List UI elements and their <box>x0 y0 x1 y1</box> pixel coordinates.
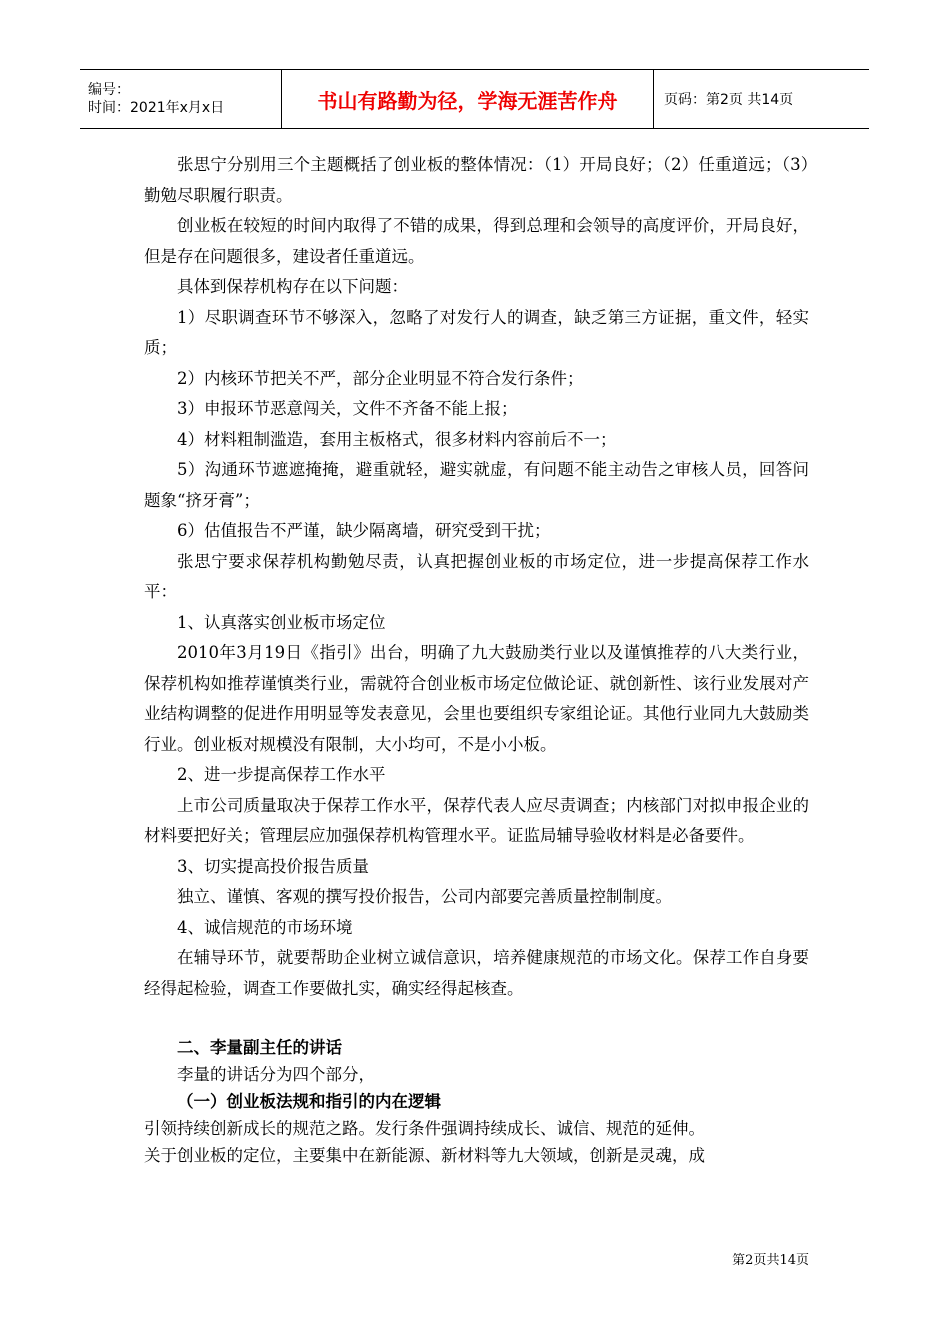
paragraph: 2010年3月19日《指引》出台，明确了九大鼓励类行业以及谨慎推荐的八大类行业，保荐机构如推荐谨慎类行业，需就符合创业板市场定位做论证、就创新性、该行业发展对产业结构调整的促进作用明显等发表意见，会里也要组织专家组论证。其他行业同九大鼓励类行业。创业板对规模没有限制，大小均可，不是小小板。 <box>144 643 809 754</box>
number-label: 编号： <box>88 82 130 98</box>
list-item: 6）估值报告不严谨，缺少隔离墙，研究受到干扰； <box>177 521 551 540</box>
document-body <box>144 150 809 1169</box>
section-subheading: （一）创业板法规和指引的内在逻辑 <box>177 1092 441 1111</box>
page-header <box>80 69 869 129</box>
paragraph: 创业板在较短的时间内取得了不错的成果，得到总理和会领导的高度评价，开局良好，但是存在问题很多，建设者任重道远。 <box>144 216 809 266</box>
paragraph: 引领持续创新成长的规范之路。发行条件强调持续成长、诚信、规范的延伸。 <box>144 1119 705 1138</box>
paragraph: 上市公司质量取决于保荐工作水平，保荐代表人应尽责调查；内核部门对拟申报企业的材料要把好关；管理层应加强保荐机构管理水平。证监局辅导验收材料是必备要件。 <box>144 795 809 845</box>
section-heading: 二、李量副主任的讲话 <box>177 1038 342 1057</box>
paragraph: 在辅导环节，就要帮助企业树立诚信意识，培养健康规范的市场文化。保荐工作自身要经得起检验，调查工作要做扎实，确实经得起核查。 <box>144 948 809 998</box>
header-page-label: 页码：第2页 共14页 <box>664 92 794 108</box>
paragraph: 具体到保荐机构存在以下问题： <box>177 277 408 296</box>
header-meta <box>80 70 282 128</box>
list-item: 2）内核环节把关不严，部分企业明显不符合发行条件； <box>177 368 584 388</box>
paragraph: 独立、谨慎、客观的撰写投价报告，公司内部要完善质量控制制度。 <box>177 887 672 906</box>
list-item: 4）材料粗制滥造，套用主板格式，很多材料内容前后不一； <box>177 429 617 449</box>
paragraph: 李量的讲话分为四个部分， <box>177 1065 375 1084</box>
paragraph: 关于创业板的定位，主要集中在新能源、新材料等九大领域，创新是灵魂，成 <box>144 1146 705 1165</box>
list-item: 5）沟通环节遮遮掩掩，避重就轻，避实就虚，有问题不能主动告之审核人员，回答问题象“挤牙膏”； <box>144 460 809 510</box>
subheading: 2、进一步提高保荐工作水平 <box>177 765 386 784</box>
list-item: 1）尽职调查环节不够深入，忽略了对发行人的调查，缺乏第三方证据，重文件，轻实质； <box>144 307 809 357</box>
time-label: 时间：2021年x月x日 <box>88 100 225 116</box>
subheading: 3、切实提高投价报告质量 <box>177 856 369 876</box>
paragraph: 张思宁要求保荐机构勤勉尽责，认真把握创业板的市场定位，进一步提高保荐工作水平： <box>144 551 809 601</box>
paragraph: 张思宁分别用三个主题概括了创业板的整体情况：（1）开局良好；（2）任重道远；（3）勤勉尽职履行职责。 <box>144 155 809 205</box>
header-motto: 书山有路勤为径，学海无涯苦作舟 <box>282 70 654 128</box>
section-gap <box>144 1004 809 1034</box>
subheading: 4、诚信规范的市场环境 <box>177 917 353 937</box>
subheading: 1、认真落实创业板市场定位 <box>177 612 386 632</box>
page-footer: 第2页共14页 <box>732 1253 809 1268</box>
list-item: 3）申报环节恶意闯关，文件不齐备不能上报； <box>177 399 518 418</box>
